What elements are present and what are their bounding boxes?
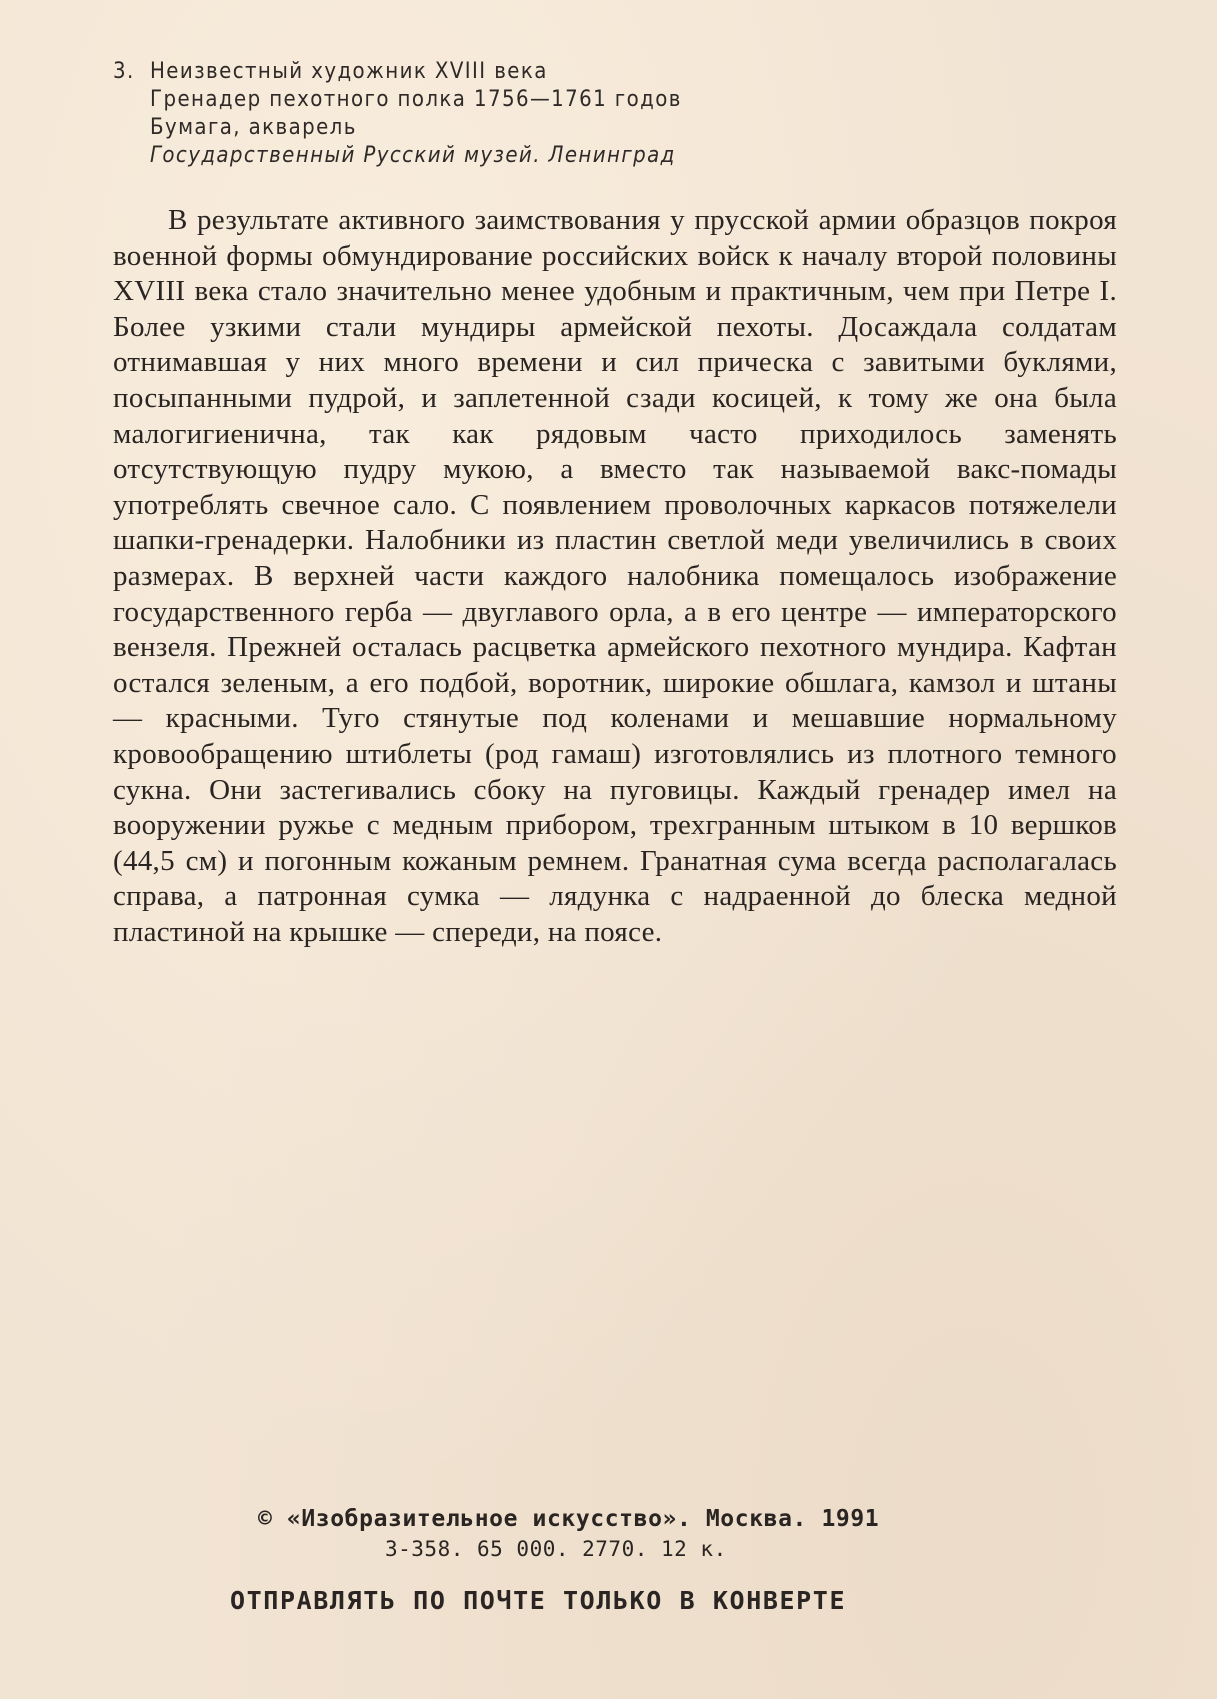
copyright-line: © «Изобразительное искусство». Москва. 1991 — [258, 1506, 880, 1532]
publication-codes: 3-358. 65 000. 2770. 12 к. — [385, 1537, 727, 1561]
mailing-notice: ОТПРАВЛЯТЬ ПО ПОЧТЕ ТОЛЬКО В КОНВЕРТЕ — [230, 1586, 847, 1615]
caption-museum: Государственный Русский музей. Ленинград — [150, 143, 676, 168]
caption-artist: Неизвестный художник XVIII века — [150, 59, 548, 84]
description-text — [113, 203, 1117, 950]
caption-number: 3. — [113, 59, 135, 84]
caption-museum-row — [113, 142, 682, 170]
caption-medium: Бумага, акварель — [150, 115, 357, 140]
description-paragraph: В результате активного заимствования у прусской армии образцов покроя военной формы обмундирование российских войск к началу второй половины XVIII века стало значительно менее удобным и практичным, чем при Петре I. Более узкими стали мундиры армейской пехоты. Досаждала солдатам отнимавшая у них много времени и сил прическа с завитыми буклями, посыпанными пудрой, и заплетенной сзади косицей, к тому же она была малогигиенична, так как рядовым часто приходилось заменять отсутствующую пудру мукою, а вместо так называемой вакс-помады употреблять свечное сало. С появлением проволочных каркасов потяжелели шапки-гренадерки. Налобники из пластин светлой меди увеличились в своих размерах. В верхней части каждого налобника помещалось изображение государственного герба — двуглавого орла, а в его центре — императорского вензеля. Прежней осталась расцветка армейского пехотного мундира. Кафтан остался зеленым, а его подбой, воротник, широкие обшлага, камзол и штаны — красными. Туго стянутые под коленами и мешавшие нормальному кровообращению штиблеты (род гамаш) изготовлялись из плотного темного сукна. Они застегивались сбоку на пуговицы. Каждый гренадер имел на вооружении ружье с медным прибором, трехгранным штыком в 10 вершков (44,5 см) и погонным кожаным ремнем. Гранатная сума всегда располагалась справа, а патронная сумка — лядунка с надраенной до блеска медной пластиной на крышке — спереди, на поясе. — [113, 204, 1117, 948]
caption-title-row — [113, 86, 682, 114]
caption-medium-row — [113, 114, 682, 142]
caption-artist-row — [113, 58, 682, 86]
caption-title: Гренадер пехотного полка 1756—1761 годов — [150, 87, 682, 112]
artwork-caption — [113, 58, 682, 170]
